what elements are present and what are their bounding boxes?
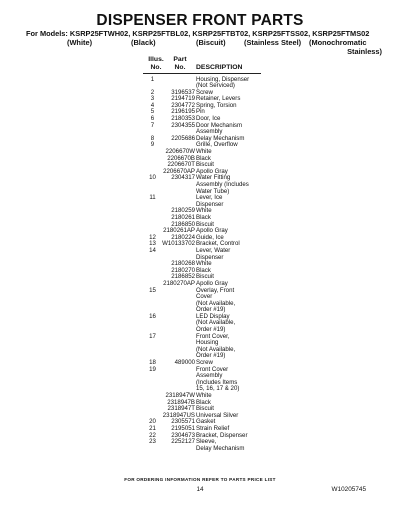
table-row	[140, 248, 340, 255]
table-row	[140, 123, 340, 130]
part-description: Delay Mechanism	[196, 134, 245, 142]
part-description: Black	[196, 398, 211, 406]
part-description: Assembly	[196, 128, 223, 136]
table-row	[140, 96, 340, 103]
part-description: Dispenser	[196, 200, 224, 208]
table-row	[140, 255, 340, 262]
table-row	[140, 202, 340, 209]
table-row	[140, 77, 340, 84]
part-description: Housing, Dispenser	[196, 75, 250, 83]
part-description: Cover	[196, 293, 213, 301]
part-description: Lever, Ice	[196, 194, 223, 202]
illus-number: 1	[150, 75, 155, 83]
part-description: Housing	[196, 339, 219, 347]
part-number: 2205686	[171, 134, 195, 142]
part-number: 2318947B	[167, 398, 195, 406]
model-color-black: (Black)	[131, 37, 156, 47]
illus-number: 10	[149, 174, 156, 182]
illus-no-label: No.	[150, 63, 162, 71]
part-number: 2304355	[171, 121, 195, 129]
part-description: Grille, Overflow	[196, 141, 238, 149]
illus-number: 21	[149, 424, 156, 432]
table-row	[140, 182, 340, 189]
part-description: Retainer, Levers	[196, 95, 241, 103]
illus-number: 2	[150, 88, 155, 96]
part-number: 2304772	[171, 101, 195, 109]
part-description: Bracket, Control	[196, 240, 240, 248]
table-row	[140, 195, 340, 202]
table-row	[140, 360, 340, 367]
page-number: 14	[196, 486, 204, 493]
part-number: 2195051	[171, 424, 195, 432]
table-row	[140, 281, 340, 288]
table-row	[140, 353, 340, 360]
part-description: Assembly	[196, 372, 223, 380]
ordering-note: FOR ORDERING INFORMATION REFER TO PARTS PRICE LIST	[124, 477, 276, 482]
part-number: 2206670W	[165, 148, 195, 156]
part-description: Screw	[196, 359, 213, 367]
part-number: W10133702	[162, 240, 195, 248]
illus-number: 4	[150, 101, 155, 109]
part-description: Overlay, Front	[196, 286, 235, 294]
part-description: Assembly (Includes	[196, 181, 249, 188]
part-number: 2206670AP	[163, 167, 195, 175]
table-row	[140, 320, 340, 327]
part-description: Biscuit	[196, 161, 214, 169]
table-row	[140, 268, 340, 275]
part-description: White	[196, 207, 212, 215]
illus-number: 11	[149, 194, 156, 202]
part-number: 2180353	[171, 115, 195, 123]
model-color-white: (White)	[67, 37, 93, 47]
part-number: 2318947US	[162, 411, 195, 419]
illus-number: 9	[150, 141, 155, 149]
table-row	[140, 241, 340, 248]
table-row	[140, 109, 340, 116]
part-number: 2206670T	[167, 161, 195, 169]
part-description: Biscuit	[196, 273, 214, 281]
part-description: 15, 16, 17 & 20)	[196, 385, 240, 393]
part-description: Door Mechanism	[196, 121, 243, 129]
part-description: Black	[196, 213, 211, 221]
table-row	[140, 288, 340, 295]
parts-table	[140, 77, 340, 453]
part-description: (Not Available,	[196, 299, 236, 307]
part-number: 3196537	[171, 88, 195, 96]
model-colors	[26, 39, 386, 48]
table-row	[140, 419, 340, 426]
part-description: Order #19)	[196, 352, 226, 360]
illus-number: 14	[149, 246, 156, 254]
part-number: 2196195	[171, 108, 195, 116]
illus-number: 13	[149, 240, 156, 248]
part-description: Black	[196, 154, 211, 162]
table-row	[140, 208, 340, 215]
column-header-illus	[144, 56, 168, 72]
document-number: W10205745	[331, 486, 366, 493]
part-number: 2180270	[171, 266, 195, 274]
part-description: Biscuit	[196, 220, 214, 228]
part-number: 2318947W	[165, 392, 195, 399]
model-color-continued: Stainless)	[347, 46, 382, 56]
table-row	[140, 367, 340, 374]
part-description: (Not Available,	[196, 319, 236, 327]
part-description: Universal Silver	[196, 411, 239, 419]
part-no-label: No.	[174, 63, 186, 71]
part-number: 2252127	[171, 438, 195, 446]
part-description: White	[196, 148, 212, 156]
illus-number: 16	[149, 312, 156, 320]
column-header-description: DESCRIPTION	[196, 63, 243, 71]
part-description: Order #19)	[196, 326, 226, 334]
illus-number: 15	[149, 286, 156, 294]
part-description: Gasket	[196, 418, 216, 426]
part-description: Black	[196, 266, 211, 274]
part-description: Order #19)	[196, 306, 226, 314]
part-description: White	[196, 392, 212, 399]
part-description: White	[196, 260, 212, 268]
part-description: Sleeve,	[196, 438, 217, 446]
table-row	[140, 314, 340, 321]
part-number: 2186850	[171, 220, 195, 228]
table-row	[140, 340, 340, 347]
table-row	[140, 380, 340, 387]
table-row	[140, 294, 340, 301]
illus-number: 20	[149, 418, 156, 426]
table-row	[140, 103, 340, 110]
illus-number: 6	[150, 115, 155, 123]
part-description: LED Display	[196, 312, 230, 320]
part-number: 2305571	[171, 418, 195, 426]
table-row	[140, 261, 340, 268]
part-description: Apollo Gray	[196, 279, 228, 287]
table-row	[140, 189, 340, 196]
part-number: 2180268	[171, 260, 195, 268]
table-row	[140, 307, 340, 314]
table-row	[140, 446, 340, 453]
part-description: Front Cover,	[196, 332, 230, 340]
part-description: Dispenser	[196, 253, 224, 261]
part-description: (Includes Items	[196, 378, 238, 386]
table-row	[140, 373, 340, 380]
model-list	[26, 30, 386, 56]
header-rule	[143, 73, 261, 74]
part-description: Lever, Water	[196, 246, 231, 254]
part-number: 489000	[174, 359, 195, 367]
part-description: Biscuit	[196, 405, 214, 413]
part-number: 2194719	[171, 95, 195, 103]
part-description: Spring, Torsion	[196, 101, 237, 109]
part-number: 2180259	[171, 207, 195, 215]
illus-number: 8	[150, 134, 155, 142]
part-number: 2318947T	[167, 405, 195, 413]
table-row	[140, 169, 340, 176]
table-row	[140, 228, 340, 235]
part-description: (Not Serviced)	[196, 82, 235, 90]
table-row	[140, 215, 340, 222]
model-color-stainless: (Stainless Steel)	[244, 37, 302, 47]
table-row	[140, 90, 340, 97]
part-description: Pin	[196, 108, 205, 116]
part-number: 2206670B	[167, 154, 195, 162]
part-description: Water Tube)	[196, 187, 230, 195]
table-row	[140, 301, 340, 308]
part-description: Apollo Gray	[196, 167, 228, 175]
part-description: Door, Ice	[196, 115, 221, 123]
table-row	[140, 327, 340, 334]
table-row	[140, 136, 340, 143]
model-color-biscuit: (Biscuit)	[196, 37, 226, 47]
part-label: Part	[173, 56, 187, 63]
illus-number: 5	[150, 108, 155, 116]
part-number: 2180270AP	[163, 279, 195, 287]
part-description: Strain Relief	[196, 424, 230, 432]
table-row	[140, 433, 340, 440]
part-number: 2180261	[171, 213, 195, 221]
table-row	[140, 413, 340, 420]
illus-number: 17	[149, 332, 156, 340]
illus-number: 12	[149, 233, 156, 241]
part-description: (Not Available,	[196, 345, 236, 353]
part-number: 2304317	[171, 174, 195, 182]
model-numbers: For Models: KSRP25FTWH02, KSRP25FTBL02, KSRP25FTBT02, KSRP25FTSS02, KSRP25FTMS02	[26, 29, 370, 38]
illus-label: Illus.	[148, 56, 164, 63]
illus-number: 7	[150, 121, 155, 129]
column-header-part	[168, 56, 192, 72]
part-number: 2180224	[171, 233, 195, 241]
illus-number: 19	[149, 365, 156, 373]
part-description: Bracket, Dispenser	[196, 431, 248, 439]
illus-number: 3	[150, 95, 155, 103]
part-description: Delay Mechanism	[196, 444, 245, 452]
model-color-monochromatic: (Monochromatic	[309, 37, 367, 47]
page-title: DISPENSER FRONT PARTS	[96, 12, 304, 29]
part-description: Front Cover	[196, 365, 229, 373]
part-number: 2304673	[171, 431, 195, 439]
table-row	[140, 83, 340, 90]
part-description: Guide, Ice	[196, 233, 224, 241]
part-number: 2180261AP	[163, 227, 195, 235]
part-number: 2186852	[171, 273, 195, 281]
part-description: Apollo Gray	[196, 227, 228, 235]
part-description: Water Fitting	[196, 174, 231, 182]
illus-number: 22	[149, 431, 156, 439]
table-row	[140, 347, 340, 354]
table-row	[140, 334, 340, 341]
illus-number: 18	[149, 359, 156, 367]
illus-number: 23	[149, 438, 156, 446]
part-description: Screw	[196, 88, 213, 96]
